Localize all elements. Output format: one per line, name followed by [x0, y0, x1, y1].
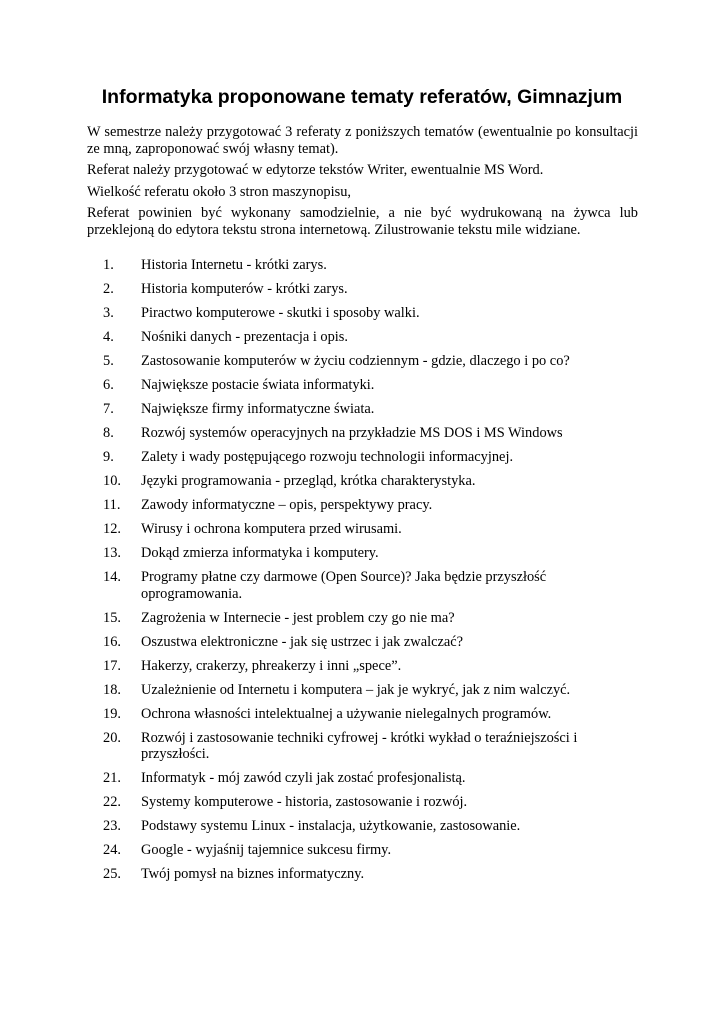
topic-text: Ochrona własności intelektualnej a używanie nielegalnych programów. — [141, 705, 552, 722]
topic-item — [87, 730, 647, 763]
topic-number: 18. — [103, 681, 121, 698]
topic-text: Wirusy i ochrona komputera przed wirusami. — [141, 521, 402, 537]
topic-number: 19. — [103, 705, 121, 722]
topic-number: 13. — [103, 545, 121, 561]
topic-item — [87, 634, 647, 651]
topic-item — [87, 329, 647, 346]
topic-item — [87, 682, 647, 699]
topic-number: 16. — [103, 633, 121, 650]
topic-text: Nośniki danych - prezentacja i opis. — [141, 329, 348, 345]
topic-number: 8. — [103, 425, 114, 441]
topic-number: 1. — [103, 257, 114, 273]
topic-text: Zagrożenia w Internecie - jest problem czy go nie ma? — [141, 609, 455, 626]
page-title: Informatyka proponowane tematy referatów, Gimnazjum — [101, 86, 623, 108]
topic-number: 9. — [103, 449, 114, 465]
topic-text: Zastosowanie komputerów w życiu codziennym - gdzie, dlaczego i po co? — [141, 353, 570, 369]
topic-text: Rozwój systemów operacyjnych na przykładzie MS DOS i MS Windows — [141, 425, 563, 441]
topic-number: 14. — [103, 569, 121, 585]
topic-item — [87, 866, 647, 883]
topic-item — [87, 449, 647, 466]
topic-item — [87, 257, 647, 274]
topic-number: 5. — [103, 353, 114, 369]
topic-item — [87, 401, 647, 418]
topic-number: 7. — [103, 401, 114, 417]
topic-item — [87, 818, 647, 835]
topic-text: Największe firmy informatyczne świata. — [141, 401, 375, 417]
topic-number: 21. — [103, 770, 121, 786]
topic-text: Największe postacie świata informatyki. — [141, 377, 375, 393]
topic-item — [87, 425, 647, 442]
topic-text: Piractwo komputerowe - skutki i sposoby walki. — [141, 305, 420, 321]
topic-item — [87, 497, 647, 514]
topic-number: 12. — [103, 521, 121, 537]
topic-item — [87, 610, 647, 627]
topic-text: Podstawy systemu Linux - instalacja, użytkowanie, zastosowanie. — [141, 818, 521, 834]
topic-text: Google - wyjaśnij tajemnice sukcesu firmy. — [141, 842, 392, 858]
topic-number: 2. — [103, 281, 114, 297]
topic-text: Hakerzy, crakerzy, phreakerzy i inni „spece”. — [141, 657, 402, 674]
topic-list — [87, 257, 647, 890]
topic-item — [87, 770, 647, 787]
topic-text: Uzależnienie od Internetu i komputera – jak je wykryć, jak z nim walczyć. — [141, 681, 571, 698]
topic-number: 23. — [103, 818, 121, 834]
topic-text: Historia Internetu - krótki zarys. — [141, 257, 327, 273]
topic-item — [87, 842, 647, 859]
topic-text: Rozwój i zastosowanie techniki cyfrowej - krótki wykład o teraźniejszości i przyszłości. — [141, 729, 578, 762]
topic-text: Dokąd zmierza informatyka i komputery. — [141, 545, 379, 561]
topic-item — [87, 794, 647, 811]
topic-number: 11. — [103, 497, 121, 513]
topic-number: 4. — [103, 329, 114, 345]
intro-paragraph: Wielkość referatu około 3 stron maszynopisu, — [87, 183, 351, 200]
topic-text: Zawody informatyczne – opis, perspektywy pracy. — [141, 497, 433, 513]
topic-text: Historia komputerów - krótki zarys. — [141, 281, 348, 297]
intro-paragraph: Referat należy przygotować w edytorze tekstów Writer, ewentualnie MS Word. — [87, 162, 544, 178]
topic-item — [87, 545, 647, 562]
topic-item — [87, 569, 647, 602]
topic-number: 10. — [103, 473, 121, 489]
topic-number: 20. — [103, 729, 121, 746]
topic-text: Twój pomysł na biznes informatyczny. — [141, 866, 365, 882]
intro-paragraph: Referat powinien być wykonany samodzielnie, a nie być wydrukowaną na żywca lub przeklejoną do edytora tekstu strona internetową. Zilustrowanie tekstu mile widziane. — [87, 205, 638, 238]
topic-number: 3. — [103, 305, 114, 321]
intro-paragraph: W semestrze należy przygotować 3 referaty z poniższych tematów (ewentualnie po konsultacji ze mną, zaproponować swój własny temat). — [87, 124, 638, 157]
topic-text: Programy płatne czy darmowe (Open Source)? Jaka będzie przyszłość oprogramowania. — [141, 569, 547, 602]
topic-item — [87, 521, 647, 538]
topic-text: Języki programowania - przegląd, krótka charakterystyka. — [141, 473, 476, 489]
topic-item — [87, 706, 647, 723]
topic-item — [87, 353, 647, 370]
topic-number: 15. — [103, 609, 121, 626]
topic-text: Oszustwa elektroniczne - jak się ustrzec i jak zwalczać? — [141, 633, 464, 650]
topic-item — [87, 473, 647, 490]
topic-number: 17. — [103, 657, 121, 674]
intro-section — [87, 124, 638, 243]
topic-item — [87, 281, 647, 298]
topic-item — [87, 658, 647, 675]
topic-number: 6. — [103, 377, 114, 393]
topic-number: 22. — [103, 794, 121, 810]
topic-text: Systemy komputerowe - historia, zastosowanie i rozwój. — [141, 794, 468, 810]
topic-text: Informatyk - mój zawód czyli jak zostać profesjonalistą. — [141, 770, 466, 786]
topic-number: 24. — [103, 842, 121, 858]
topic-item — [87, 305, 647, 322]
topic-number: 25. — [103, 866, 121, 882]
topic-item — [87, 377, 647, 394]
topic-text: Zalety i wady postępującego rozwoju technologii informacyjnej. — [141, 449, 514, 465]
